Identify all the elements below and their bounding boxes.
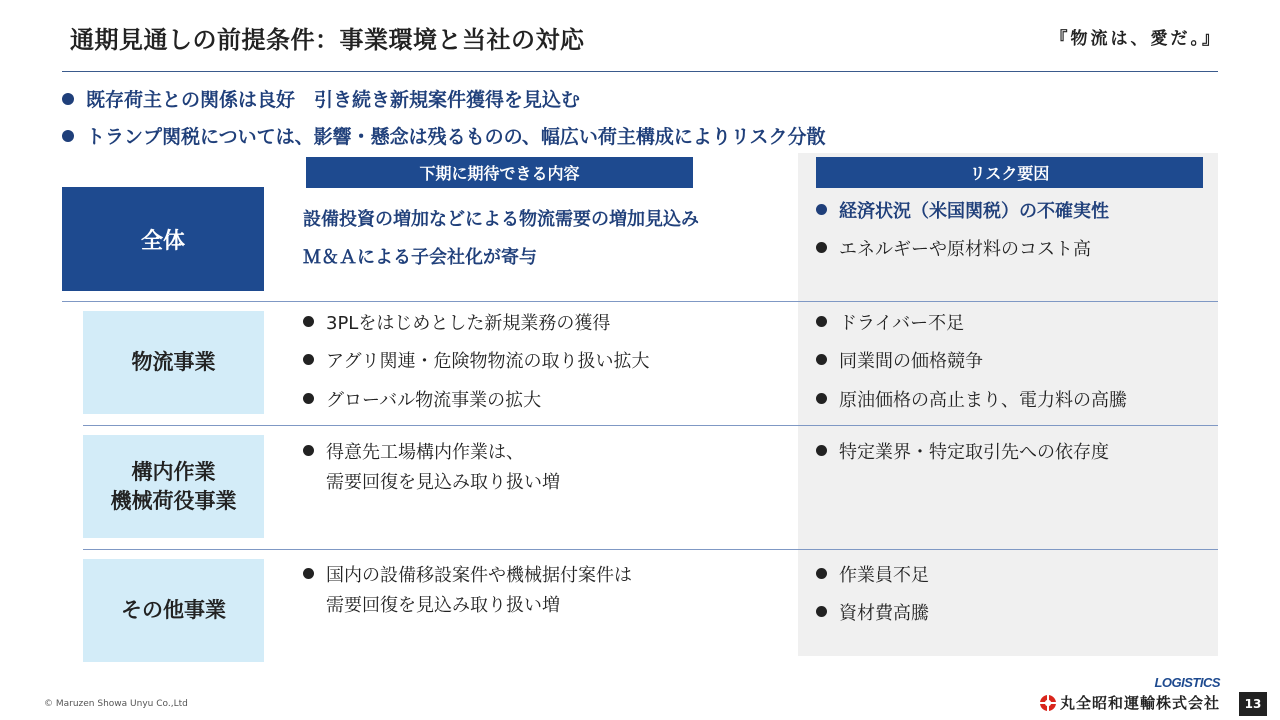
other-expectation	[303, 561, 632, 621]
onsite-expectation-text	[326, 438, 560, 498]
logistics-expectation	[303, 347, 649, 377]
other-risk	[816, 561, 929, 591]
logistics-risk	[816, 386, 1127, 416]
whole-expectation: 設備投資の増加などによる物流需要の増加見込み	[303, 209, 699, 230]
logistics-risk-text: 同業間の価格競争	[839, 351, 983, 372]
summary-bullet-text: トランプ関税については、影響・懸念は残るものの、幅広い荷主構成によりリスク分散	[86, 126, 826, 148]
onsite-expectation-line: 需要回復を見込み取り扱い増	[326, 472, 560, 493]
bullet-dot-icon	[62, 93, 74, 105]
bullet-dot-icon	[816, 568, 827, 579]
expectations-header: 下期に期待できる内容	[306, 157, 693, 188]
company-logo	[1039, 675, 1220, 713]
page-number: 13	[1239, 692, 1267, 716]
summary-bullet-text: 既存荷主との関係は良好 引き続き新規案件獲得を見込む	[86, 89, 581, 111]
onsite-expectation	[303, 438, 560, 498]
company-emblem-icon	[1039, 694, 1057, 712]
row-label-onsite-line: 構内作業	[131, 460, 216, 485]
logistics-risk	[816, 309, 964, 339]
bullet-dot-icon	[62, 130, 74, 142]
logistics-risk-text: 原油価格の高止まり、電力料の高騰	[839, 390, 1127, 411]
row-label-logistics: 物流事業	[83, 311, 264, 414]
bullet-dot-icon	[816, 606, 827, 617]
other-risk-text: 資材費高騰	[839, 603, 929, 624]
row-label-onsite-line: 機械荷役事業	[110, 488, 237, 513]
logistics-expectation	[303, 386, 541, 416]
bullet-dot-icon	[303, 316, 314, 327]
row-divider	[83, 425, 1218, 426]
bullet-dot-icon	[303, 393, 314, 404]
copyright: © Maruzen Showa Unyu Co.,Ltd	[44, 699, 188, 709]
slogan: 『物流は、愛だ。』	[1050, 29, 1222, 49]
logistics-expectation-text: アグリ関連・危険物物流の取り扱い拡大	[326, 351, 650, 372]
bullet-dot-icon	[303, 445, 314, 456]
title-divider	[62, 71, 1218, 72]
company-name: 丸全昭和運輸株式会社	[1059, 694, 1220, 712]
other-risk	[816, 599, 929, 629]
row-label-whole: 全体	[62, 187, 264, 291]
row-divider	[62, 301, 1218, 302]
other-risk-text: 作業員不足	[839, 565, 929, 586]
other-expectation-line: 需要回復を見込み取り扱い増	[326, 595, 560, 616]
bullet-dot-icon	[816, 242, 827, 253]
onsite-risk-text: 特定業界・特定取引先への依存度	[839, 442, 1109, 463]
page-title: 通期見通しの前提条件：事業環境と当社の対応	[70, 26, 585, 54]
summary-bullet	[62, 122, 825, 149]
whole-risk	[816, 235, 1091, 265]
summary-bullet	[62, 85, 580, 112]
bullet-dot-icon	[816, 316, 827, 327]
onsite-expectation-line: 得意先工場構内作業は、	[326, 442, 524, 463]
logistics-logo: LOGISTICS	[1154, 675, 1220, 690]
row-divider	[83, 549, 1218, 550]
bullet-dot-icon	[303, 568, 314, 579]
bullet-dot-icon	[816, 393, 827, 404]
whole-risk-text: 経済状況（米国関税）の不確実性	[839, 201, 1109, 222]
row-label-onsite	[83, 435, 264, 538]
whole-risk	[816, 197, 1109, 227]
bullet-dot-icon	[816, 204, 827, 215]
logistics-risk-text: ドライバー不足	[839, 313, 965, 334]
bullet-dot-icon	[816, 445, 827, 456]
whole-risk-text: エネルギーや原材料のコスト高	[839, 239, 1091, 260]
other-expectation-line: 国内の設備移設案件や機械据付案件は	[326, 565, 632, 586]
logistics-expectation-text: グローバル物流事業の拡大	[326, 390, 542, 411]
risks-header: リスク要因	[816, 157, 1203, 188]
bullet-dot-icon	[816, 354, 827, 365]
other-expectation-text	[326, 561, 632, 621]
logistics-risk	[816, 347, 983, 377]
row-label-other: その他事業	[83, 559, 264, 662]
onsite-risk	[816, 438, 1109, 468]
logistics-expectation	[303, 309, 610, 339]
bullet-dot-icon	[303, 354, 314, 365]
logistics-expectation-text: 3PLをはじめとした新規業務の獲得	[326, 313, 611, 334]
whole-expectation: Ｍ＆Ａによる子会社化が寄与	[303, 247, 537, 268]
